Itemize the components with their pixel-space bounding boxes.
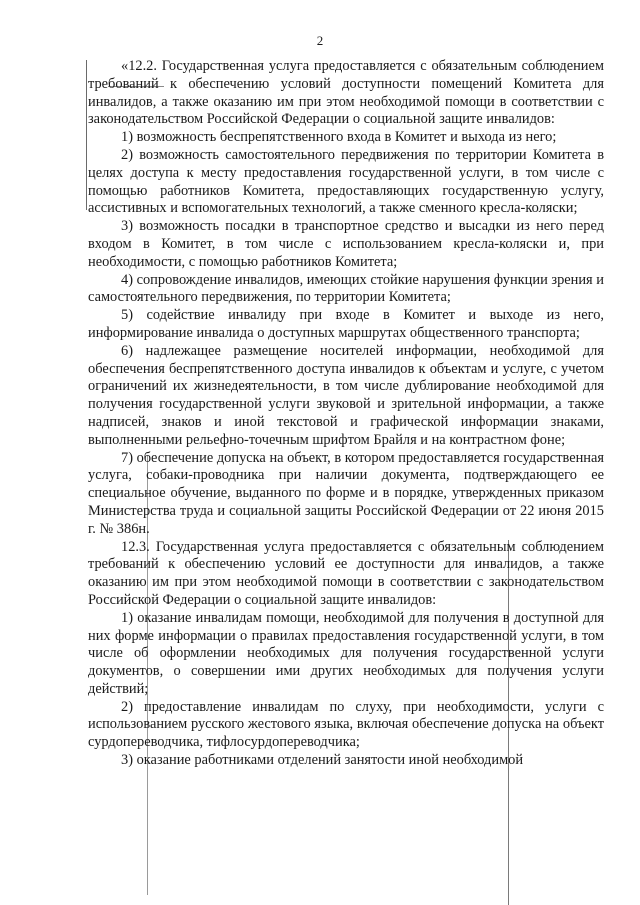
- paragraph-12-2-item-7: 7) обеспечение допуска на объект, в котором предоставляется государственная услуга, собаки-проводника при наличии документа, подтверждающего ее специальное обучение, выданного по форме и в порядке, утвержденных приказом Министерства труда и социальной защиты Российской Федерации от 22 июня 2015 г. № 386н.: [88, 449, 604, 537]
- document-body: [88, 58, 604, 770]
- paragraph-12-3: 12.3. Государственная услуга предоставляется с обязательным соблюдением требований к обеспечению условий ее доступности для инвалидов, а также оказанию им при этом необходимой помощи в соответствии с законодательством Российской Федерации о социальной защите инвалидов:: [88, 538, 604, 608]
- scan-artifact-left: [86, 60, 87, 210]
- paragraph-12-3-item-3: 3) оказание работниками отделений занятости иной необходимой: [121, 752, 524, 769]
- page-number: 2: [316, 33, 324, 48]
- paragraph-12-2-item-4: 4) сопровождение инвалидов, имеющих стойкие нарушения функции зрения и самостоятельного передвижения, по территории Комитета;: [88, 271, 604, 306]
- paragraph-12-2-item-6: 6) надлежащее размещение носителей информации, необходимой для обеспечения беспрепятственного доступа инвалидов к объектам и услуге, с учетом ограничений их жизнедеятельности, в том числе дублирование необходимой для получения государственной услуги звуковой и зрительной информации, а также надписей, знаков и иной текстовой и графической информации знаками, выполненными рельефно-точечным шрифтом Брайля и на контрастном фоне;: [88, 342, 604, 448]
- paragraph-12-2: «12.2. Государственная услуга предоставляется с обязательным соблюдением требований к обеспечению условий доступности помещений Комитета для инвалидов, а также оказанию им при этом необходимой помощи в соответствии с законодательством Российской Федерации о социальной защите инвалидов:: [88, 58, 604, 128]
- paragraph-12-3-item-1: 1) оказание инвалидам помощи, необходимой для получения в доступной для них форме информации о правилах предоставления государственной услуги, в том числе об оформлении необходимых для получения государственной услуги документов, о совершении ими других необходимых для получения услуги действий;: [88, 609, 604, 697]
- paragraph-12-2-item-2: 2) возможность самостоятельного передвижения по территории Комитета в целях доступа к месту предоставления государственной услуги, в том числе с помощью работников Комитета, предоставляющих государственную услугу, ассистивных и вспомогательных технологий, а также сменного кресла-коляски;: [88, 146, 604, 217]
- paragraph-12-2-item-5: 5) содействие инвалиду при входе в Комитет и выходе из него, информирование инвалида о доступных маршрутах общественного транспорта;: [88, 307, 604, 341]
- paragraph-12-2-item-1: 1) возможность беспрепятственного входа в Комитет и выхода из него;: [121, 129, 557, 146]
- paragraph-12-2-item-3: 3) возможность посадки в транспортное средство и высадки из него перед входом в Комитет, в том числе с использованием кресла-коляски и, при необходимости, с помощью работников Комитета;: [88, 218, 604, 270]
- paragraph-12-3-item-2: 2) предоставление инвалидам по слуху, при необходимости, услуги с использованием русского жестового языка, включая обеспечение допуска на объект сурдопереводчика, тифлосурдопереводчика;: [88, 698, 604, 751]
